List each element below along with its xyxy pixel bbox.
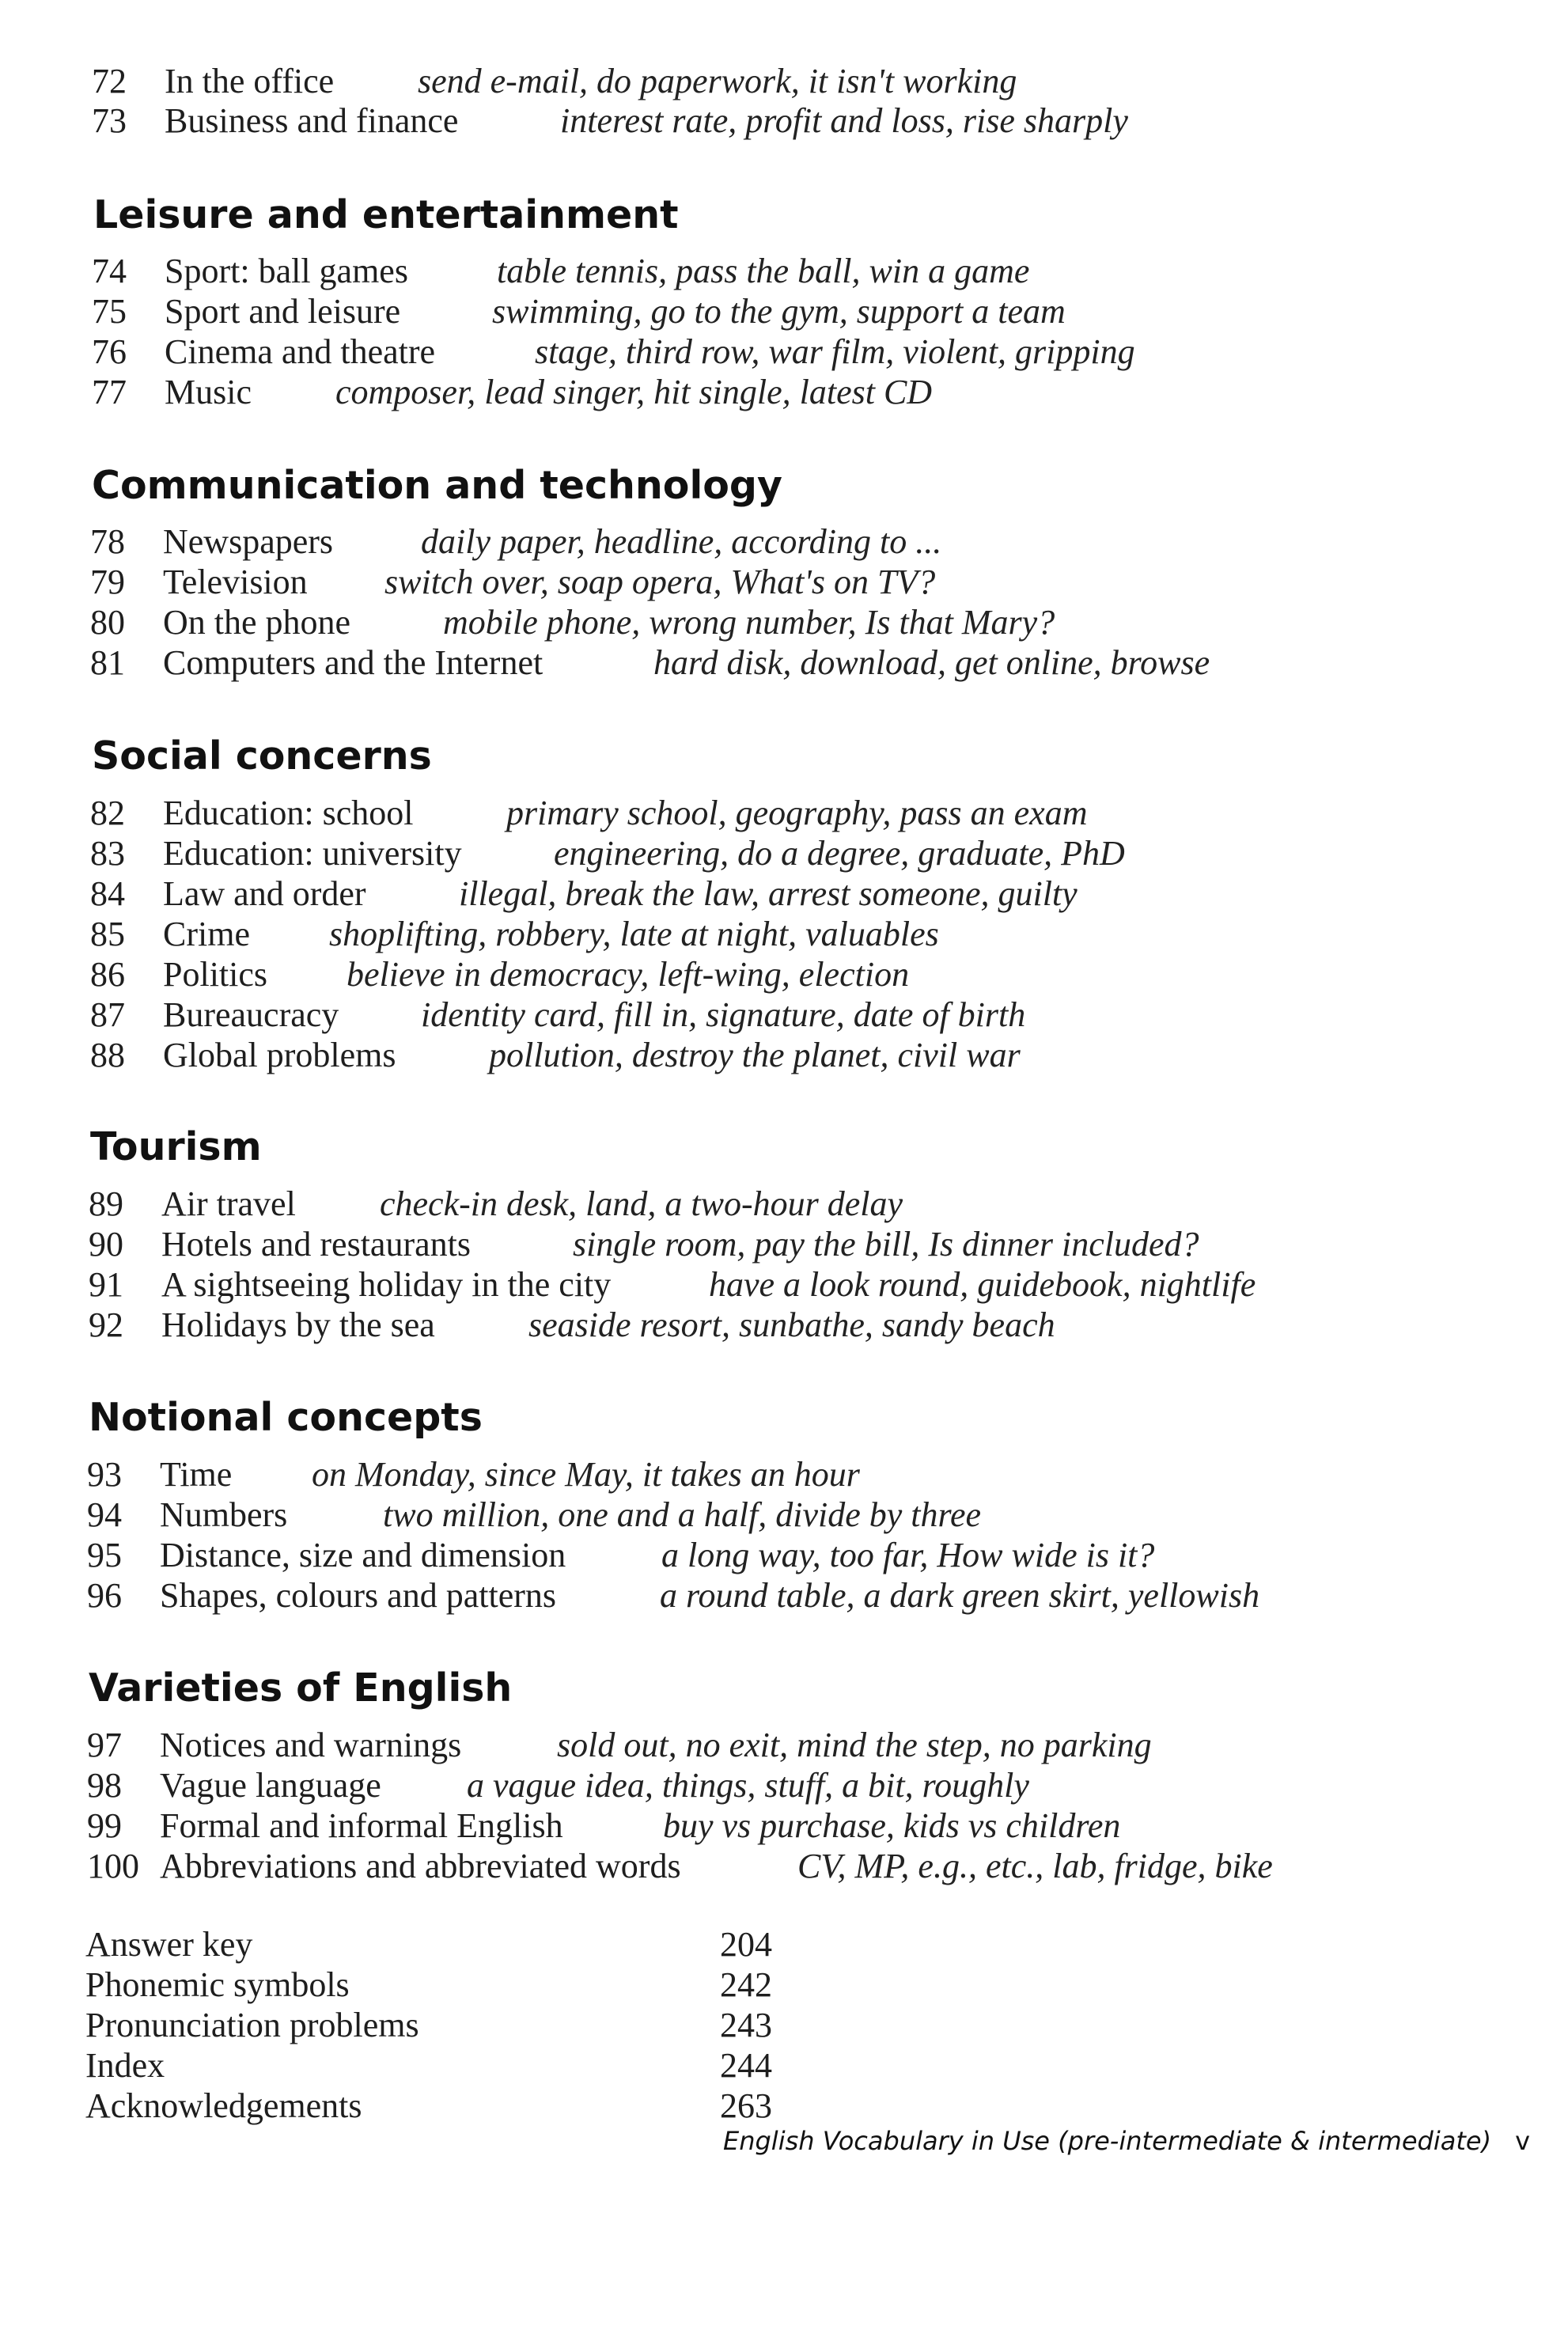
unit-title: A sightseeing holiday in the city xyxy=(161,1265,612,1304)
unit-row xyxy=(89,1305,1055,1345)
unit-row xyxy=(90,563,935,602)
unit-title: Bureaucracy xyxy=(163,995,339,1034)
unit-row xyxy=(92,252,1029,291)
unit-number: 89 xyxy=(89,1184,123,1223)
unit-number: 85 xyxy=(90,915,125,953)
unit-title: Computers and the Internet xyxy=(163,643,543,682)
unit-examples: on Monday, since May, it takes an hour xyxy=(312,1455,860,1494)
unit-row xyxy=(90,834,1125,873)
unit-number: 90 xyxy=(89,1225,123,1264)
unit-title: Vague language xyxy=(160,1766,381,1805)
unit-row xyxy=(90,955,909,995)
unit-title: Shapes, colours and patterns xyxy=(160,1576,556,1615)
unit-number: 73 xyxy=(92,101,127,140)
unit-row xyxy=(87,1847,1273,1886)
unit-number: 83 xyxy=(90,834,125,873)
unit-row xyxy=(92,332,1135,372)
unit-row xyxy=(90,874,1078,914)
back-matter-label: Acknowledgements xyxy=(85,2086,362,2125)
unit-title: Global problems xyxy=(163,1036,396,1074)
unit-number: 97 xyxy=(87,1726,122,1764)
unit-row xyxy=(89,1225,1199,1264)
back-matter-page: 243 xyxy=(720,2006,772,2044)
unit-row xyxy=(89,1265,1256,1305)
unit-examples: a round table, a dark green skirt, yellowish xyxy=(660,1576,1260,1615)
unit-title: Education: school xyxy=(163,794,414,832)
unit-number: 87 xyxy=(90,995,125,1034)
unit-examples: have a look round, guidebook, nightlife xyxy=(709,1265,1256,1304)
unit-row xyxy=(92,373,932,412)
unit-title: Music xyxy=(165,373,252,411)
unit-examples: daily paper, headline, according to ... xyxy=(421,522,942,561)
unit-title: Education: university xyxy=(163,834,462,873)
unit-examples: sold out, no exit, mind the step, no parking xyxy=(557,1726,1152,1764)
unit-row xyxy=(90,522,941,562)
unit-row xyxy=(90,915,939,954)
unit-number: 98 xyxy=(87,1766,122,1805)
unit-row xyxy=(92,101,1128,141)
section-heading: Varieties of English xyxy=(89,1665,513,1711)
unit-examples: hard disk, download, get online, browse xyxy=(653,643,1210,682)
unit-title: Crime xyxy=(163,915,250,953)
unit-number: 77 xyxy=(92,373,127,411)
unit-examples: swimming, go to the gym, support a team xyxy=(492,292,1066,331)
unit-examples: interest rate, profit and loss, rise sharply xyxy=(560,101,1128,140)
unit-examples: CV, MP, e.g., etc., lab, fridge, bike xyxy=(797,1847,1273,1885)
back-matter-label: Pronunciation problems xyxy=(85,2006,419,2044)
back-matter-label: Index xyxy=(85,2046,165,2085)
unit-examples: check-in desk, land, a two-hour delay xyxy=(380,1184,903,1223)
unit-examples: mobile phone, wrong number, Is that Mary? xyxy=(443,603,1055,642)
section-heading: Social concerns xyxy=(92,733,432,779)
unit-examples: table tennis, pass the ball, win a game xyxy=(497,252,1030,290)
page-footer xyxy=(723,2125,1530,2157)
unit-examples: stage, third row, war film, violent, gripping xyxy=(535,332,1135,371)
unit-examples: composer, lead singer, hit single, latest CD xyxy=(335,373,933,411)
unit-examples: illegal, break the law, arrest someone, guilty xyxy=(459,874,1078,913)
unit-row xyxy=(90,794,1088,833)
back-matter-page: 242 xyxy=(720,1965,772,2004)
unit-number: 78 xyxy=(90,522,125,561)
unit-row xyxy=(87,1576,1259,1616)
unit-title: Formal and informal English xyxy=(160,1806,563,1845)
section-heading: Communication and technology xyxy=(92,463,782,508)
back-matter-page: 244 xyxy=(720,2046,772,2085)
unit-title: Newspapers xyxy=(163,522,334,561)
unit-title: Sport: ball games xyxy=(165,252,408,290)
unit-number: 79 xyxy=(90,563,125,601)
unit-row xyxy=(87,1726,1152,1765)
unit-examples: shoplifting, robbery, late at night, valuables xyxy=(329,915,939,953)
unit-number: 72 xyxy=(92,62,127,100)
unit-row xyxy=(92,62,1017,101)
unit-row xyxy=(87,1495,981,1535)
unit-number: 86 xyxy=(90,955,125,994)
back-matter-label: Phonemic symbols xyxy=(85,1965,350,2004)
unit-title: Law and order xyxy=(163,874,366,913)
unit-title: Notices and warnings xyxy=(160,1726,462,1764)
unit-examples: a long way, too far, How wide is it? xyxy=(661,1536,1155,1574)
unit-number: 80 xyxy=(90,603,125,642)
unit-number: 95 xyxy=(87,1536,122,1574)
unit-examples: single room, pay the bill, Is dinner included? xyxy=(573,1225,1199,1264)
unit-examples: a vague idea, things, stuff, a bit, roughly xyxy=(467,1766,1029,1805)
unit-number: 94 xyxy=(87,1495,122,1534)
unit-number: 96 xyxy=(87,1576,122,1615)
unit-number: 84 xyxy=(90,874,125,913)
unit-number: 99 xyxy=(87,1806,122,1845)
unit-examples: two million, one and a half, divide by three xyxy=(383,1495,982,1534)
unit-number: 100 xyxy=(87,1847,139,1885)
section-heading: Leisure and entertainment xyxy=(93,192,679,237)
unit-title: Television xyxy=(163,563,308,601)
unit-title: Cinema and theatre xyxy=(165,332,436,371)
footer-book-title: English Vocabulary in Use (pre-intermediate & intermediate) xyxy=(722,2126,1492,2156)
unit-title: In the office xyxy=(165,62,335,100)
unit-number: 74 xyxy=(92,252,127,290)
unit-title: Business and finance xyxy=(165,101,459,140)
unit-number: 93 xyxy=(87,1455,122,1494)
unit-title: On the phone xyxy=(163,603,351,642)
unit-examples: engineering, do a degree, graduate, PhD xyxy=(554,834,1125,873)
footer-page-number: v xyxy=(1515,2126,1530,2156)
unit-row xyxy=(90,603,1055,642)
unit-title: Air travel xyxy=(161,1184,296,1223)
unit-title: Numbers xyxy=(160,1495,288,1534)
unit-examples: primary school, geography, pass an exam xyxy=(506,794,1088,832)
back-matter-page: 204 xyxy=(720,1925,772,1964)
unit-row xyxy=(87,1455,860,1495)
section-heading: Tourism xyxy=(90,1124,262,1169)
unit-row xyxy=(87,1806,1120,1846)
unit-title: Distance, size and dimension xyxy=(160,1536,566,1574)
unit-row xyxy=(87,1536,1154,1575)
unit-number: 75 xyxy=(92,292,127,331)
unit-row xyxy=(90,1036,1021,1075)
unit-number: 76 xyxy=(92,332,127,371)
section-heading: Notional concepts xyxy=(89,1395,483,1440)
unit-row xyxy=(87,1766,1029,1805)
back-matter-label: Answer key xyxy=(85,1925,253,1964)
unit-title: Hotels and restaurants xyxy=(161,1225,471,1264)
unit-title: Holidays by the sea xyxy=(161,1305,435,1344)
unit-number: 82 xyxy=(90,794,125,832)
unit-number: 88 xyxy=(90,1036,125,1074)
unit-title: Sport and leisure xyxy=(165,292,401,331)
unit-title: Abbreviations and abbreviated words xyxy=(160,1847,681,1885)
unit-number: 92 xyxy=(89,1305,123,1344)
unit-examples: pollution, destroy the planet, civil war xyxy=(489,1036,1021,1074)
unit-row xyxy=(90,995,1025,1035)
unit-row xyxy=(92,292,1066,332)
unit-number: 81 xyxy=(90,643,125,682)
unit-title: Time xyxy=(160,1455,233,1494)
unit-examples: switch over, soap opera, What's on TV? xyxy=(384,563,936,601)
unit-number: 91 xyxy=(89,1265,123,1304)
unit-examples: buy vs purchase, kids vs children xyxy=(663,1806,1121,1845)
unit-examples: seaside resort, sunbathe, sandy beach xyxy=(528,1305,1055,1344)
unit-examples: believe in democracy, left-wing, election xyxy=(347,955,910,994)
unit-examples: send e-mail, do paperwork, it isn't working xyxy=(418,62,1017,100)
back-matter-page: 263 xyxy=(720,2086,772,2125)
unit-examples: identity card, fill in, signature, date of birth xyxy=(421,995,1026,1034)
unit-title: Politics xyxy=(163,955,268,994)
unit-row xyxy=(89,1184,903,1224)
unit-row xyxy=(90,643,1210,683)
